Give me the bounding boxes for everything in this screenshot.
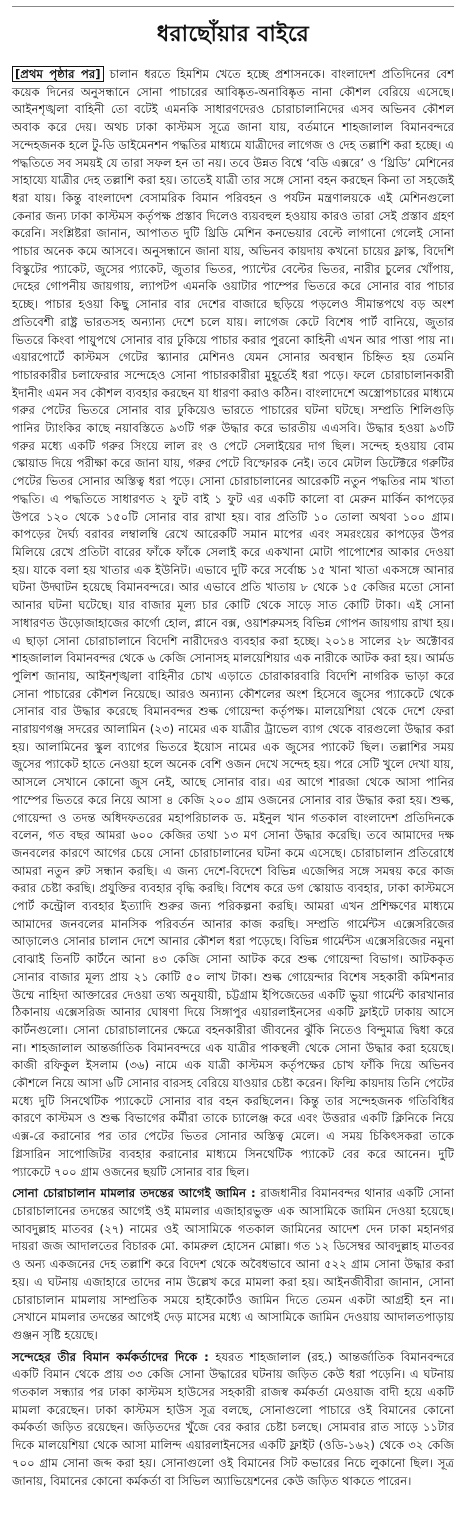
paragraph-3-text: হযরত শাহজালাল (রহ.) আন্তর্জাতিক বিমানবন্দরে একটি বিমান থেকে প্রায় ৩৩ কেজি সোনা উদ্ধারের ঘটনায় জড়িত কেউ ধরা পড়েনি। এ ঘটনায় গতকাল সন্ধ্যার পর ঢাকা কাস্টমস হাউসের সহকারী রাজস্ব কর্মকর্তা মেওয়াজ বাদী হয়ে একটি মামলা করেছেন। ঢাকা কাস্টমস হাউস সূত্র বলছে, সোনাগুলো পাচারে ওই বিমানের কোনো কর্মকর্তা জড়িত রয়েছেন। জড়িতদের খুঁজে বের করার চেষ্টা চলছে। সোমবার রাত সাড়ে ১১টার দিকে মালয়েশিয়া থেকে আসা মালিন্দ এয়ারলাইনসের একটি ফ্লাইট (ওডি-১৬২) থেকে ৩২ কেজি ৭০০ গ্রাম সোনা জব্দ করা হয়। সোনাগুলো ওই বিমানের সিট কভারের নিচে লুকানো ছিল। সূত্র জানায়, বিমানের কোনো কর্মকর্তা বা সিভিল অ্যাভিয়েশনের কেউ জড়িত থাকতে পারেন। xyxy=(12,1349,454,1488)
article-paragraph-3 xyxy=(12,1349,454,1491)
top-rule xyxy=(12,6,454,7)
article-paragraph-2 xyxy=(12,1185,454,1344)
subheading-bail-before-investigation: সোনা চোরাচালান মামলার তদন্তের আগেই জামিন : xyxy=(12,1186,256,1201)
paragraph-2-text: রাজধানীর বিমানবন্দর থানার একটি সোনা চোরাচালানের তদন্তের আগেই ওই মামলার এজাহারভুক্ত এক আসামিকে জামিন দেওয়া হয়েছে। আবদুল্লাহ মাতবর (২৭) নামের ওই আসামিকে গতকাল জামিনের আদেশ দেন ঢাকা মহানগর দায়রা জজ আদালতের বিচারক মো. কামরুল হোসেন মোল্লা। গত ১২ ডিসেম্বর আবদুল্লাহ মাতবর ও অন্য একজনের দেহ তল্লাশি করে বিদেশ থেকে অবৈধভাবে আনা ৫২২ গ্রাম সোনা উদ্ধার করা হয়। এ ঘটনায় এজাহারে তাদের নাম উল্লেখ করে মামলা করা হয়। আইনজীবীরা জানান, সোনা চোরাচালান মামলায় সাম্প্রতিক সময়ে হাইকোর্টও জামিন দিতে তেমন একটা আগ্রহী হন না। সেখানে মামলার তদন্তের আগেই দেড় মাসের মধ্যে এ আসামিকে জামিন দেওয়ায় আদালতপাড়ায় গুঞ্জন সৃষ্টি হয়েছে। xyxy=(12,1186,454,1342)
article-paragraph-1 xyxy=(12,66,454,1181)
subheading-suspicion-on-airline-officials: সন্দেহের তীর বিমান কর্মকর্তাদের দিকে : xyxy=(12,1349,209,1364)
article-title: ধরাছোঁয়ার বাইরে xyxy=(156,22,310,47)
paragraph-1-text: চালান ধরতে হিমশিম খেতে হচ্ছে প্রশাসনকে। বাংলাদেশ প্রতিদিনের বেশ কয়েক দিনের অনুসন্ধানে সোনা পাচারের আবিষ্কৃত-অনাবিষ্কৃত নানা কৌশল বেরিয়ে এসেছে। আইনশৃঙ্খলা বাহিনী তো বটেই এমনকি সাধারণদেরও চোরাচালানিদের এসব অভিনব কৌশল অবাক করে দেয়। অথচ ঢাকা কাস্টমস সূত্রে জানা যায়, বর্তমানে শাহজালাল বিমানবন্দরে সন্দেহজনক হলে টু-ডি ডাইমেনশন পদ্ধতির মাধ্যমে যাত্রীদের লাগেজ ও দেহ তল্লাশি করা হচ্ছে। এ পদ্ধতিতে সব সময়ই যে তারা সফল হন তা নয়। তবে উন্নত বিশ্বে ‘বডি এক্সরে’ ও ‘থ্রিডি’ মেশিনের সাহায্যে যাত্রীর দেহ তল্লাশি করা হয়। তাতেই যাত্রী তার সঙ্গে সোনা বহন করছেন কিনা তা সহজেই ধরা যায়। কিন্তু বাংলাদেশ বেসামরিক বিমান পরিবহন ও পর্যটন মন্ত্রণালয়কে এই মেশিনগুলো কেনার জন্য ঢাকা কাস্টমস কর্তৃপক্ষ প্রস্তাব দিলেও ব্যয়বহুল হওয়ায় কারও তারা সেই প্রস্তাব গ্রহণ করেনি। সংশ্লিষ্টরা জানান, আপাতত দুটি থ্রিডি মেশিন কনভেয়ার বেল্টে লাগানো গেলেই সোনা পাচার অনেক কমে আসবে। অনুসন্ধানে জানা যায়, অভিনব কায়দায় কখনো চায়ের ফ্লাস্ক, বিদেশি বিস্কুটের প্যাকেট, জুসের প্যাকেট, জুতার ভিতর, প্যান্টের বেল্টের ভিতর, নারীর চুলের খোঁপায়, দেহের গোপনীয় জায়গায়, ল্যাপটপ এমনকি ওয়াটার পাম্পের ভিতরে করে সোনার বার পাচার হচ্ছে। পাচার হওয়া কিছু সোনার বার দেশের বাজারে ছড়িয়ে পড়লেও সীমান্তপথে বড় অংশ প্রতিবেশী রাষ্ট্র ভারতসহ অন্যান্য দেশে চলে যায়। লাগেজ কেটে বিশেষ পার্ট বানিয়ে, জুতার ভিতরে কিংবা পায়ুপথে সোনার বার ঢুকিয়ে পাচার করার পুরনো কাহিনী এখন আর পাত্তা পায় না। এয়ারপোর্টে কাস্টমস গেটের স্ক্যানার মেশিনও যেমন সোনার অবস্থান চিহ্নিত হয় তেমনি পাচারকারীর চলাফেরার সন্দেহেও সোনা পাচারকারীরা মুহূর্তেই ধরা পড়ে। ফলে চোরাচালানকারী ইদানীং এমন সব কৌশল ব্যবহার করছেন যা ধারণা করাও কঠিন। বাংলাদেশে অস্ত্রোপচারের মাধ্যমে গরুর পেটের ভিতরে সোনার বার ঢুকিয়েও ভারতে পাচারের ঘটনা ঘটছে। সম্প্রতি শিলিগুড়ি পানির ট্যাংকির কাছে নয়াবস্তিতে ৯৩টি গরু উদ্ধার করে ভারতীয় এএসবি। উদ্ধার হওয়া ৯৩টি গরুর মধ্যে একটি গরুর সিংয়ে লাল রং ও পেটে সেলাইয়ের দাগ ছিল। সন্দেহ হওয়ায় বোম স্কোয়াড দিয়ে পরীক্ষা করে জানা যায়, গরুর পেটে বিস্ফোরক নেই। তবে মেটাল ডিটেক্টরে গরুটির পেটের ভিতর সোনার অস্তিত্ব ধরা পড়ে। সোনা চোরাচালানের আরেকটি নতুন পদ্ধতির নাম খাতা পদ্ধতি। এ পদ্ধতিতে সাধারণত ২ ফুট বাই ১ ফুট এর একটি কালো বা মেরুন মার্কিন কাপড়ের উপরে ১২০ থেকে ১৫০টি সোনার বার রাখা হয়। বার প্রতিটি ১০ তোলা অথবা ১০০ গ্রাম। কাপড়ের দৈর্ঘ্য বরাবর লম্বালম্বি রেখে আরেকটি সমান মাপের এবং সমরংয়ের কাপড়ের উপর মিলিয়ে রেখে প্রতিটা বারের ফাঁকে ফাঁকে সেলাই করে একখানা মোটা পাপোশের আকার দেওয়া হয়। যাকে বলা হয় খাতার এক ইউনিট। এভাবে দুটি করে সর্বোচ্চ ১৫ খানা খাতা একসঙ্গে আনার ঘটনা উদ্ঘাটন হয়েছে বিমানবন্দরে। আর এভাবে প্রতি খাতায় ৮ থেকে ১৫ কেজির মতো সোনা আনার ঘটনা ঘটেছে। যার বাজার মূল্য চার কোটি থেকে সাড়ে সাত কোটি টাকা। এই সোনা সাধারণত উড়োজাহাজের কার্গো হোল, প্লানে বক্স, ওয়াশরুমসহ বিভিন্ন গোপন জায়গায় রাখা হয়। এ ছাড়া সোনা চোরাচালানে বিদেশি নারীদেরও ব্যবহার করা হচ্ছে। ২০১৪ সালের ২৮ অক্টোবর শাহজালাল বিমানবন্দর থেকে ৬ কেজি সোনাসহ মালয়েশিয়ার এক নারীকে আটক করা হয়। আর্মড পুলিশ জানায়, আইনশৃঙ্খলা বাহিনীর চোখ এড়াতে চোরাকারবারি বিদেশি নাগরিক ভাড়া করে সোনা পাচারের কৌশল নিয়েছে। আরও অন্যান্য কৌশলের অংশ হিসেবে জুসের প্যাকেটে থেকে সোনার বার উদ্ধার করেছে বিমানবন্দর শুল্ক গোয়েন্দা কর্তৃপক্ষ। মালয়েশিয়া থেকে দেশে ফেরা নারায়ণগঞ্জ সদরের আলামিন (২৩) নামের এক যাত্রীর ট্রাভেল ব্যাগ থেকে বারগুলো উদ্ধার করা হয়। আলামিনের স্কুল ব্যাগের ভিতরে ইয়োস নামের এক জুসের প্যাকেট ছিল। তল্লাশির সময় জুসের প্যাকেট হাতে নেওয়া হলে অনেক বেশি ওজন দেখে সন্দেহ হয়। পরে সেটি খুলে দেখা যায়, আসলে সেখানে কোনো জুস নেই, আছে সোনার বার। এর আগে শারজা থেকে আসা পানির পাম্পের ভিতরে করে নিয়ে আসা ৪ কেজি ২০০ গ্রাম ওজনের সোনার বার উদ্ধার করা হয়। শুল্ক, গোয়েন্দা ও তদন্ত অধিদফতরের মহাপরিচালক ড. মইনুল খান গতকাল বাংলাদেশ প্রতিদিনকে বলেন, গত বছর আমরা ৬০০ কেজির তথা ১৩ মণ সোনা উদ্ধার করেছি। তবে আমাদের দক্ষ জনবলের কারণে আগের চেয়ে সোনা চোরাচালানের ঘটনা কমে এসেছে। চোরাচালান প্রতিরোধে আমরা নতুন রুট সন্ধান করছি। এ জন্য দেশে-বিদেশে বিভিন্ন এজেন্সির সঙ্গে সমন্বয় করে কাজ করার চেষ্টা করছি। প্রযুক্তির ব্যবহার বৃদ্ধি করছি। বিশেষ করে ডগ স্কোয়াড ব্যবহার, ঢাকা কাস্টমসে পোর্ট কন্ট্রোল ব্যবহার ইত্যাদি শুরুর জন্য পরিকল্পনা করছি। আমরা এখন প্রশিক্ষণের মাধ্যমে আমাদের জনবলের মানসিক পরিবর্তন আনার কাজ করছি। সম্প্রতি গার্মেন্টস এক্সেসরিজের আড়ালেও সোনার চালান দেশে আনার কৌশল ধরা পড়েছে। বিভিন্ন গার্মেন্টস এক্সেসরিজের নমুনা বোঝাই তিনটি কার্টনে আনা ৪৩ কেজি সোনা আটক করে শুল্ক গোয়েন্দা বিভাগ। আটককৃত সোনার বাজার মূল্য প্রায় ২১ কোটি ৫০ লাখ টাকা। শুল্ক গোয়েন্দার বিশেষ সহকারী কমিশনার উম্মে নাহিদা আক্তারের দেওয়া তথ্য অনুযায়ী, চট্টগ্রাম ইপিজেডের একটি ভুয়া গার্মেন্ট কারখানার ঠিকানায় এক্সেসরিজ আনার ঘোষণা দিয়ে সিঙ্গাপুর এয়ারলাইনসের একটি ফ্লাইটে ঢাকায় আসে কার্টনগুলো। সোনা চোরাচালানের ক্ষেত্রে বহনকারীরা জীবনের ঝুঁকি নিতেও বিন্দুমাত্র দ্বিধা করে না। শাহজালাল আন্তর্জাতিক বিমানবন্দরে এক যাত্রীর পাকস্থলী থেকে সোনা উদ্ধার করা হয়েছে। কাজী রফিকুল ইসলাম (৩৬) নামে এক যাত্রী কাস্টমস কর্তৃপক্ষের চোখ ফাঁকি দিয়ে অভিনব কৌশলে নিয়ে আসা ৬টি সোনার বারসহ বেরিয়ে যাওয়ার চেষ্টা করেন। ফিল্মি কায়দায় তিনি পেটের মধ্যে দুটি সিনথেটিক প্যাকেটে সোনার বার বহন করছিলেন। কিন্তু তার সন্দেহজনক গতিবিধির কারণে কাস্টমস ও শুল্ক বিভাগের কর্মীরা তাকে চ্যালেঞ্জ করে এবং উত্তরার একটি ক্লিনিকে নিয়ে এক্স-রে করানোর পর তার পেটের ভিতর সোনার অস্তিত্ব মেলে। এ সময় চিকিৎসকরা তাকে গ্লিসারিন সাপোজিটর ব্যবহার করানোর মাধ্যমে সিনথেটিক প্যাকেট বের করে আনেন। দুটি প্যাকেটে ৭০০ গ্রাম ওজনের ছয়টি সোনার বার ছিল। xyxy=(12,67,454,1179)
continued-from-front-page-tag: [প্রথম পৃষ্ঠার পর] xyxy=(12,66,104,82)
